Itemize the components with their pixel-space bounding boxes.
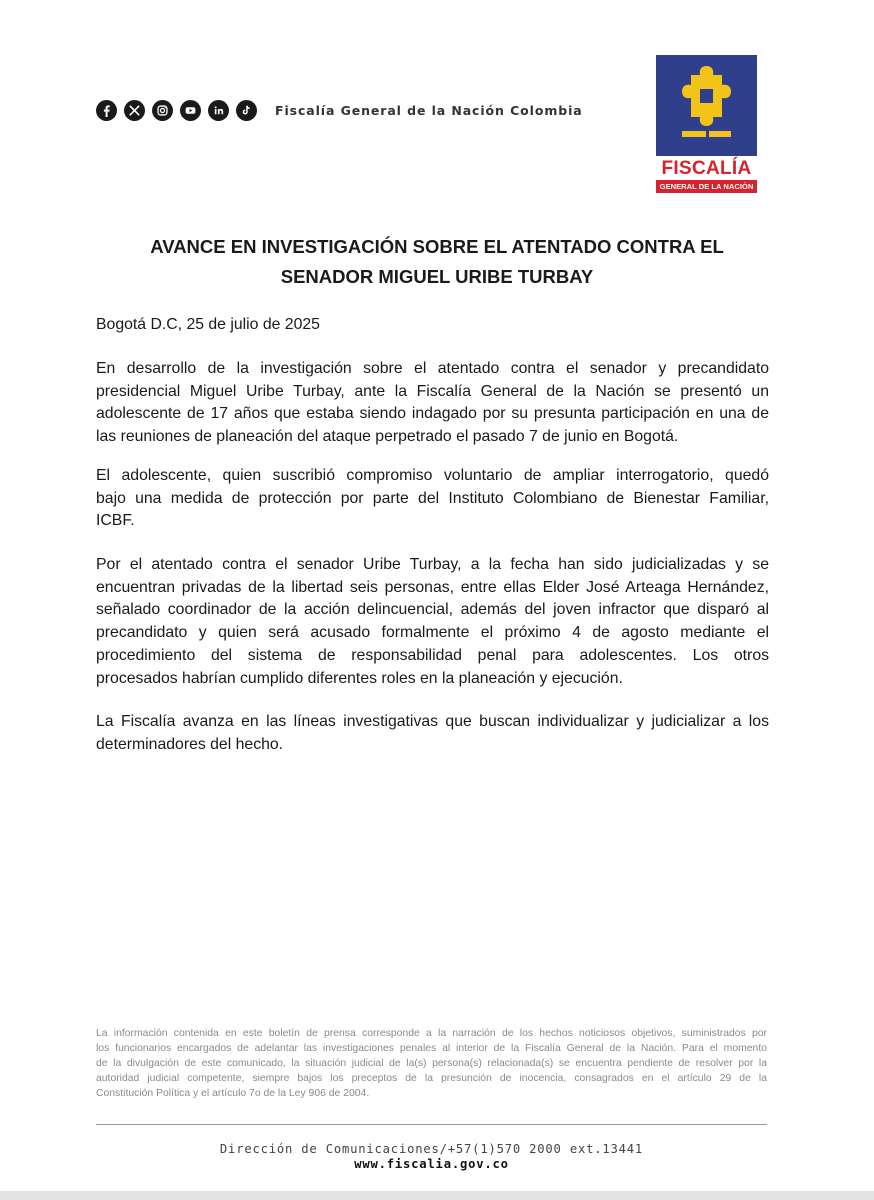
- paragraph-line: precandidato y quien será acusado formalmente el próximo 4 de agosto mediante el: [96, 624, 769, 642]
- paragraph-line: determinadores del hecho.: [96, 735, 284, 753]
- paragraph-line: En desarrollo de la investigación sobre el atentado contra el senador y precandidato: [96, 360, 769, 377]
- youtube-icon[interactable]: [180, 100, 201, 121]
- x-icon[interactable]: [124, 100, 145, 121]
- footer-website-link[interactable]: www.fiscalia.gov.co: [354, 1157, 509, 1171]
- paragraph-line: las reuniones de planeación del ataque perpetrado el pasado 7 de junio en Bogotá.: [96, 428, 679, 446]
- title-line: SENADOR MIGUEL URIBE TURBAY: [280, 266, 594, 287]
- paragraph-line: adolescente de 17 años que estaba siendo indagado por su presunta participación en una de: [96, 405, 769, 423]
- social-bar: [96, 100, 583, 121]
- paragraph-4: [96, 711, 769, 756]
- tiktok-icon[interactable]: [236, 100, 257, 121]
- dateline: Bogotá D.C, 25 de julio de 2025: [96, 316, 320, 333]
- instagram-icon[interactable]: [152, 100, 173, 121]
- page-bottom-edge: [0, 1191, 874, 1200]
- footer-divider: [96, 1124, 767, 1125]
- paragraph-2: [96, 465, 769, 533]
- paragraph-1: [96, 358, 769, 449]
- fiscalia-logo: [656, 55, 757, 194]
- footer-contact: Dirección de Comunicaciones/+57(1)570 2000 ext.13441: [219, 1142, 644, 1156]
- paragraph-3: [96, 554, 769, 690]
- paragraph-line: Por el atentado contra el senador Uribe Turbay, a la fecha han sido judicializadas y se: [96, 556, 769, 573]
- paragraph-line: procesados habrían cumplido diferentes roles en la planeación y ejecución.: [96, 669, 623, 687]
- paragraph-line: ICBF.: [96, 512, 135, 530]
- disclaimer-line: La información contenida en este boletín de prensa corresponde a la narración de los hechos noticiosos objetivos, suministrados por: [96, 1028, 767, 1039]
- title-line: AVANCE EN INVESTIGACIÓN SOBRE EL ATENTADO CONTRA EL: [150, 236, 724, 257]
- facebook-icon[interactable]: [96, 100, 117, 121]
- disclaimer-line: autoridad judicial competente, siempre bajos los preceptos de la presunción de inocencia, consagrados en el artículo 29 de la: [96, 1073, 767, 1084]
- disclaimer-line: Constitución Política y el artículo 7o de la Ley 906 de 2004.: [96, 1088, 370, 1099]
- disclaimer-line: de la divulgación de este comunicado, la situación judicial de la(s) persona(s) relacionada(s) se encuentra pendiente de resolver por la: [96, 1058, 767, 1069]
- puzzle-logo-icon: [656, 55, 757, 156]
- linkedin-icon[interactable]: [208, 100, 229, 121]
- paragraph-line: La Fiscalía avanza en las líneas investigativas que buscan individualizar y judicializar a los: [96, 713, 769, 730]
- paragraph-line: encuentran privadas de la libertad seis personas, entre ellas Elder José Arteaga Hernández,: [96, 578, 769, 596]
- paragraph-line: presidencial Miguel Uribe Turbay, ante la Fiscalía General de la Nación se presentó un: [96, 382, 769, 400]
- org-name: Fiscalía General de la Nación Colombia: [275, 103, 583, 118]
- logo-subtitle: GENERAL DE LA NACIÓN: [656, 180, 757, 193]
- disclaimer-line: los funcionarios encargados de adelantar las investigaciones penales al interior de la Fiscalía General de la Nación. Para el momento: [96, 1043, 767, 1054]
- paragraph-line: El adolescente, quien suscribió compromiso voluntario de ampliar interrogatorio, quedó: [96, 467, 769, 484]
- press-release-title: [100, 232, 774, 292]
- legal-disclaimer: [96, 1026, 767, 1101]
- paragraph-line: señalado coordinador de la acción delincuencial, además del joven infractor que disparó al: [96, 601, 769, 619]
- paragraph-line: procedimiento del sistema de responsabilidad penal para adolescentes. Los otros: [96, 646, 769, 664]
- paragraph-line: bajo una medida de protección por parte del Instituto Colombiano de Bienestar Familiar,: [96, 489, 769, 507]
- logo-word: FISCALÍA: [661, 158, 752, 179]
